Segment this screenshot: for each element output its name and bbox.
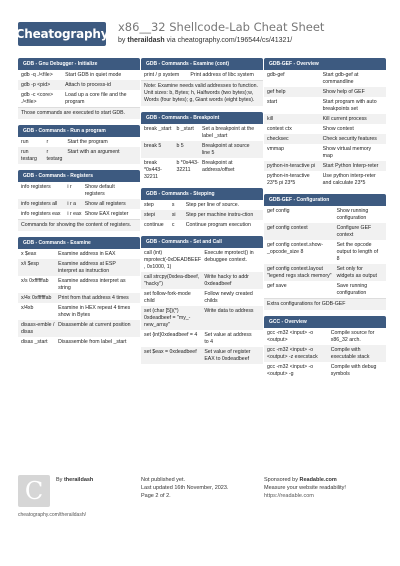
table-row [264,281,386,298]
row-command: i r eax [67,210,82,217]
table-row [18,70,140,80]
row-description: Print address of libc system [190,71,254,78]
row-description: Set a breakpoint at the label _start [201,125,255,139]
table-row [18,209,140,219]
section-header: GDB - Commands - Examine (cont) [141,58,263,70]
row-command: continue [144,221,164,228]
logo-text: Cheatography [15,27,109,41]
section-note: Commands for showing the content of registers. [18,219,140,231]
row-description: Show EAX register [84,210,129,217]
row-command: set (char [5])(*) 0xdeadbeef = "my_-new_array" [144,307,191,328]
cheatography-logo[interactable] [15,22,109,46]
table-row [18,199,140,209]
section-table [141,200,263,230]
row-command: print / p system [144,71,180,78]
row-description: Show default registers [84,183,115,197]
row-description: Show running configuration [336,207,369,221]
section-table [141,124,263,182]
row-command: s [171,201,175,208]
row-command: x $eax [21,250,37,257]
section-table [18,249,140,347]
table-row [264,114,386,124]
row-command: si [171,211,176,218]
row-command: info registers all [21,200,58,207]
row-description: Start Python Interp-reter [322,162,379,169]
row-command: stepi [144,211,155,218]
footer-by-label: By [56,477,63,483]
row-command: gcc -m32 <input> -o <output> [267,329,314,343]
section-header: GDB - Commands - Stepping [141,188,263,200]
row-command: break *0x443-32211 [144,159,162,180]
row-description: Step per machine instru-ction [185,211,254,218]
row-command: set $eax = 0xdeadbeef [144,348,197,355]
row-description: Use python interp-reter and calculate 23*5 [322,172,376,186]
row-command: disass-emble / disas [21,321,55,335]
row-description: Show help of GEF [322,88,365,95]
row-description: Follow newly created childs [204,290,253,304]
row-command: gef config [267,207,290,214]
footer-updated: Last updated 16th November, 2023. [141,485,229,491]
table-row [141,141,263,158]
row-description: Show all registers [84,200,126,207]
table-row [18,320,140,337]
table-row [264,144,386,161]
row-command: step [144,201,154,208]
row-command: context ctx [267,125,292,132]
row-command: info registers [21,183,51,190]
section-table [264,328,386,379]
sheet-header [0,0,400,60]
section-gdb-commands-breakpoint [141,112,263,182]
row-description: Configure GEF context [336,224,372,238]
table-row [264,87,386,97]
table-row [18,137,140,147]
row-command: start [267,98,278,105]
row-command: gef config context.show-_opcode_size 8 [267,241,323,255]
row-command: run testarg [21,148,37,162]
table-row [18,80,140,90]
row-command: b _start [176,125,194,132]
table-row [18,293,140,303]
table-row [264,362,386,379]
row-description: Start program with auto breakpoints set [322,98,377,112]
section-gdb-commands-stepping [141,188,263,230]
table-row [264,70,386,87]
row-command: vmmap [267,145,285,152]
table-row [264,97,386,114]
author-avatar-icon[interactable]: C [18,475,50,507]
section-gcc-overview [264,316,386,379]
section-note: Those commands are executed to start GDB. [18,107,140,119]
row-command: set {int}0xdeadbeef = 4 [144,331,198,338]
section-header: GCC - Overview [264,316,386,328]
row-description: Set value at address to 4 [204,331,252,345]
table-row [264,171,386,188]
row-description: Show virtual memory map [322,145,372,159]
row-description: Examine address at ESP interpret as instruction [58,260,116,274]
row-description: Start gdb-gef at commandline [322,71,359,85]
byline-url[interactable]: cheatography.com/196544/cs/41321/ [177,37,293,44]
section-gdb-commands-registers [18,170,140,231]
row-description: Start with an argument [67,148,120,155]
row-description: Set the opcode output to length of 8 [336,241,379,262]
table-row [141,124,263,141]
row-description: Disassemble at current position [58,321,131,328]
table-row [141,272,263,289]
row-command: r testarg [46,148,63,162]
row-command: x/4x 0xffffffab [21,294,52,301]
table-row [264,124,386,134]
table-row [264,223,386,240]
row-command: gef config context.layout "legend regs stack memory" [267,265,332,279]
footer-publish-info [141,476,228,500]
row-command: gdb -c <core> ./<file> [21,91,54,105]
table-row [18,303,140,320]
sponsor-prefix: Sponsored by [264,477,298,483]
table-row [141,289,263,306]
footer-sponsor-line [264,476,346,484]
byline-by: by [118,37,126,44]
row-command: gef config context [267,224,308,231]
column-1 [18,58,140,353]
row-command: gcc -m32 <input> -o <output> -z execstack [267,346,318,360]
section-header: GDB-GEF - Configuration [264,194,386,206]
section-gdb-gnu-debugger-initialize [18,58,140,119]
table-row [18,182,140,199]
row-description: Examine in HEX repeat 4 times show in Bytes [58,304,131,318]
section-table [18,137,140,164]
table-row [141,158,263,182]
footer-page: Page 2 of 2. [141,493,171,499]
section-table [264,70,386,188]
row-description: Kill current process [322,115,367,122]
row-command: gdb-gef [267,71,285,78]
row-description: Show context [322,125,354,132]
sheet-title: x86__32 Shellcode-Lab Cheat Sheet [118,20,325,34]
section-table [141,248,263,364]
sponsor-tagline: Measure your website readability! [264,485,346,491]
row-command: x/i $esp [21,260,39,267]
table-row [141,347,263,364]
section-header: GDB - Commands - Examine [18,237,140,249]
row-command: x/s 0xffffffab [21,277,49,284]
section-gdb-gef-configuration [264,194,386,310]
row-command: gef help [267,88,286,95]
row-command: gdb -q ./<file> [21,71,53,78]
row-command: call strcpy(0xdea-dbeef, "hacky") [144,273,200,287]
row-description: Execute mprotect() in debuggee context. [204,249,254,263]
byline-via: via [166,37,176,44]
row-description: Compile source for x86_32 arch. [330,329,375,343]
footer-author [56,477,93,483]
section-note: Extra configurations for GDB-GEF [264,298,386,310]
table-row [18,276,140,293]
row-description: Start the program [67,138,108,145]
sheet-byline [118,37,292,44]
table-row [141,220,263,230]
row-command: c [171,221,175,228]
footer-sponsor [264,476,346,500]
row-description: Print from that address 4 times [58,294,129,301]
row-description: Continue program execution [185,221,251,228]
row-command: r [46,138,49,145]
row-command: b *0x443-32211 [176,159,199,173]
row-description: Write data to address [204,307,254,314]
byline-author[interactable]: theraildash [127,37,165,44]
row-description: Compile with executable stack [330,346,370,360]
sponsor-name[interactable]: Readable.com [299,477,337,483]
row-description: Examine address in EAX [58,250,116,257]
section-header: GDB - Commands - Registers [18,170,140,182]
section-gdb-commands-examine [18,237,140,347]
column-2 [141,58,263,370]
row-description: Breakpoint at source line 5 [201,142,250,156]
row-description: Set only for widgets as output [336,265,377,279]
row-description: Attach to process-id [65,81,111,88]
table-row [18,337,140,347]
row-command: run [21,138,29,145]
row-command: i r [67,183,72,190]
table-row [141,330,263,347]
table-row [18,259,140,276]
table-row [264,161,386,171]
row-command: checksec [267,135,289,142]
sheet-footer [0,470,400,566]
section-table [18,70,140,107]
row-description: Disassemble from label _start [58,338,127,345]
table-row [264,206,386,223]
row-description: Set value of register EAX to 0xdeadbeef [204,348,251,362]
row-command: break _start [144,125,172,132]
table-row [141,200,263,210]
section-gdb-commands-examine-cont [141,58,263,106]
row-command: b 5 [176,142,184,149]
row-command: gdb -p <pid> [21,81,51,88]
row-description: Breakpoint at address/offset [201,159,235,173]
row-description: Step per line of source. [185,201,240,208]
footer-author-name[interactable]: theraildash [63,477,94,483]
row-command: info registers eax [21,210,61,217]
row-description: Check security features [322,135,377,142]
table-row [264,328,386,345]
sponsor-url[interactable]: https://readable.com [264,493,314,499]
row-command: i r a [67,200,77,207]
row-command: gcc -m32 <input> -o <output> -g [267,363,314,377]
row-command: python-in-teractive pi [267,162,316,169]
row-description: Examine address interpret as string [58,277,126,291]
row-command: kill [267,115,274,122]
footer-not-published: Not published yet. [141,477,186,483]
row-command: set follow-fork-mode child [144,290,191,304]
row-description: Load up a core file and the program [65,91,127,105]
table-row [141,248,263,272]
section-gdb-commands-run-a-program [18,125,140,164]
table-row [18,147,140,164]
section-note: Note: Examine needs valid addresses to function. Unit sizes: b, Bytes; h, Halfwords (two bytes);w, Words (four bytes); g, Giant words (eight bytes). [141,80,263,106]
row-command: x/4xb [21,304,34,311]
row-command: python-in-teractive 23*5 pi 23*5 [267,172,310,186]
table-row [18,249,140,259]
section-gdb-commands-set-and-call [141,236,263,364]
section-header: GDB-GEF - Overview [264,58,386,70]
row-command: call (int) mprotect(-0xDEADBEEF, 0x1000, 1) [144,249,202,270]
column-3 [264,58,386,385]
table-row [141,210,263,220]
row-command: disas _start [21,338,48,345]
table-row [141,306,263,330]
footer-author-url[interactable]: cheatography.com/theraildash/ [18,512,87,518]
row-command: break 5 [144,142,162,149]
section-header: GDB - Gnu Debugger - Initialize [18,58,140,70]
row-command: gef save [267,282,287,289]
row-description: Compile with debug symbols [330,363,377,377]
section-table [264,206,386,298]
section-table [141,70,263,80]
table-row [264,240,386,264]
row-description: Start GDB in quiet mode [65,71,122,78]
table-row [141,70,263,80]
table-row [18,90,140,107]
section-table [18,182,140,219]
row-description: Save running configuration [336,282,368,296]
section-header: GDB - Commands - Set and Call [141,236,263,248]
section-header: GDB - Commands - Run a program [18,125,140,137]
table-row [264,264,386,281]
table-row [264,345,386,362]
section-gdb-gef-overview [264,58,386,188]
table-row [264,134,386,144]
row-description: Write hacky to addr 0xdeadbeef [204,273,249,287]
section-header: GDB - Commands - Breakpoint [141,112,263,124]
